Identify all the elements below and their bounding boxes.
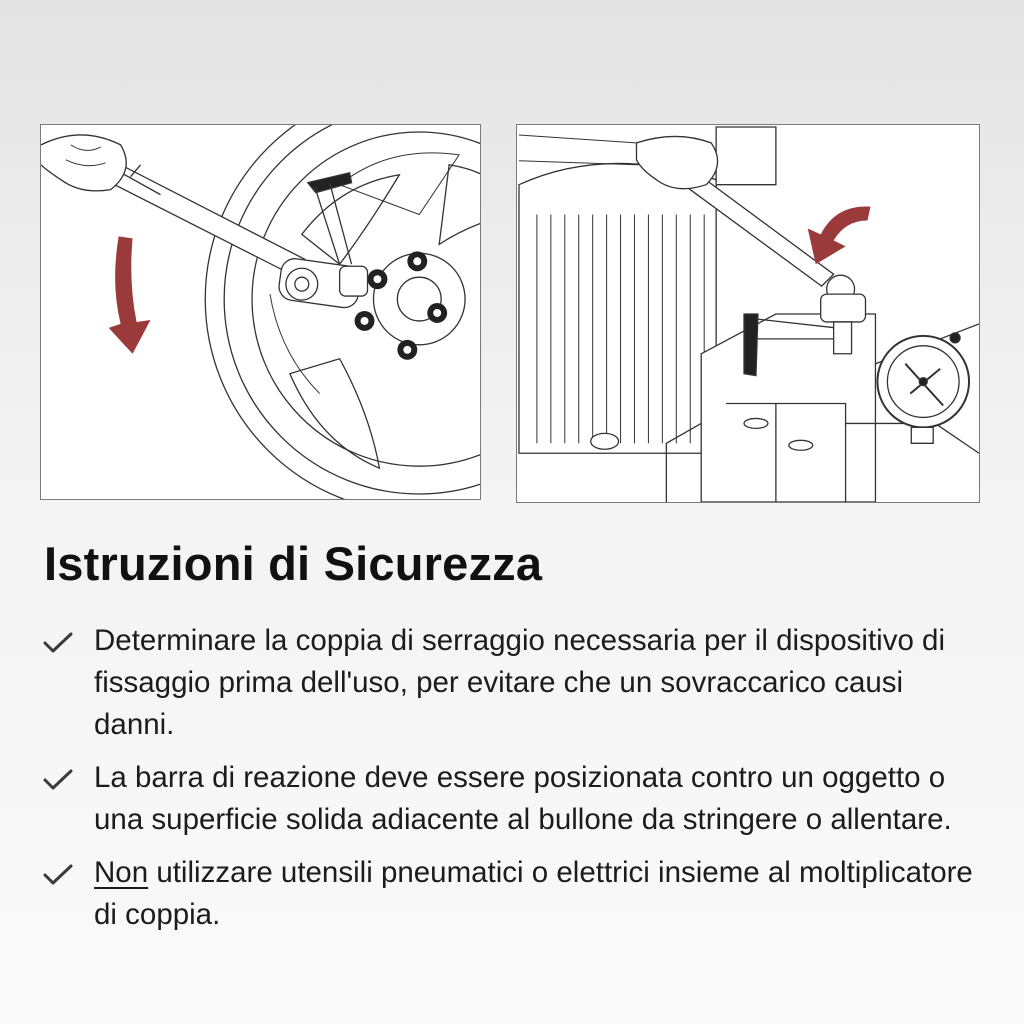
check-icon [40,860,76,890]
check-icon [40,628,76,658]
list-item [40,757,990,841]
bullet-text-rest: utilizzare utensili pneumatici o elettrici insieme al moltiplicatore di coppia. [94,856,973,931]
check-icon [40,765,76,795]
reaction-bar-gauge-illustration [516,124,980,503]
bullet-text: Determinare la coppia di serraggio necessaria per il dispositivo di fissaggio prima dell'uso, per evitare che un sovraccarico causi danni. [94,624,946,741]
list-item [40,620,990,746]
bullet-text: La barra di reazione deve essere posizionata contro un oggetto o una superficie solida adiacente al bullone da stringere o allentare. [94,761,952,836]
safety-instructions-list [40,620,990,947]
page-title: Istruzioni di Sicurezza [44,537,543,590]
wheel-lug-nut-illustration [40,124,481,500]
bullet-text [94,852,990,936]
emphasis-not: Non [94,856,149,889]
list-item [40,852,990,936]
